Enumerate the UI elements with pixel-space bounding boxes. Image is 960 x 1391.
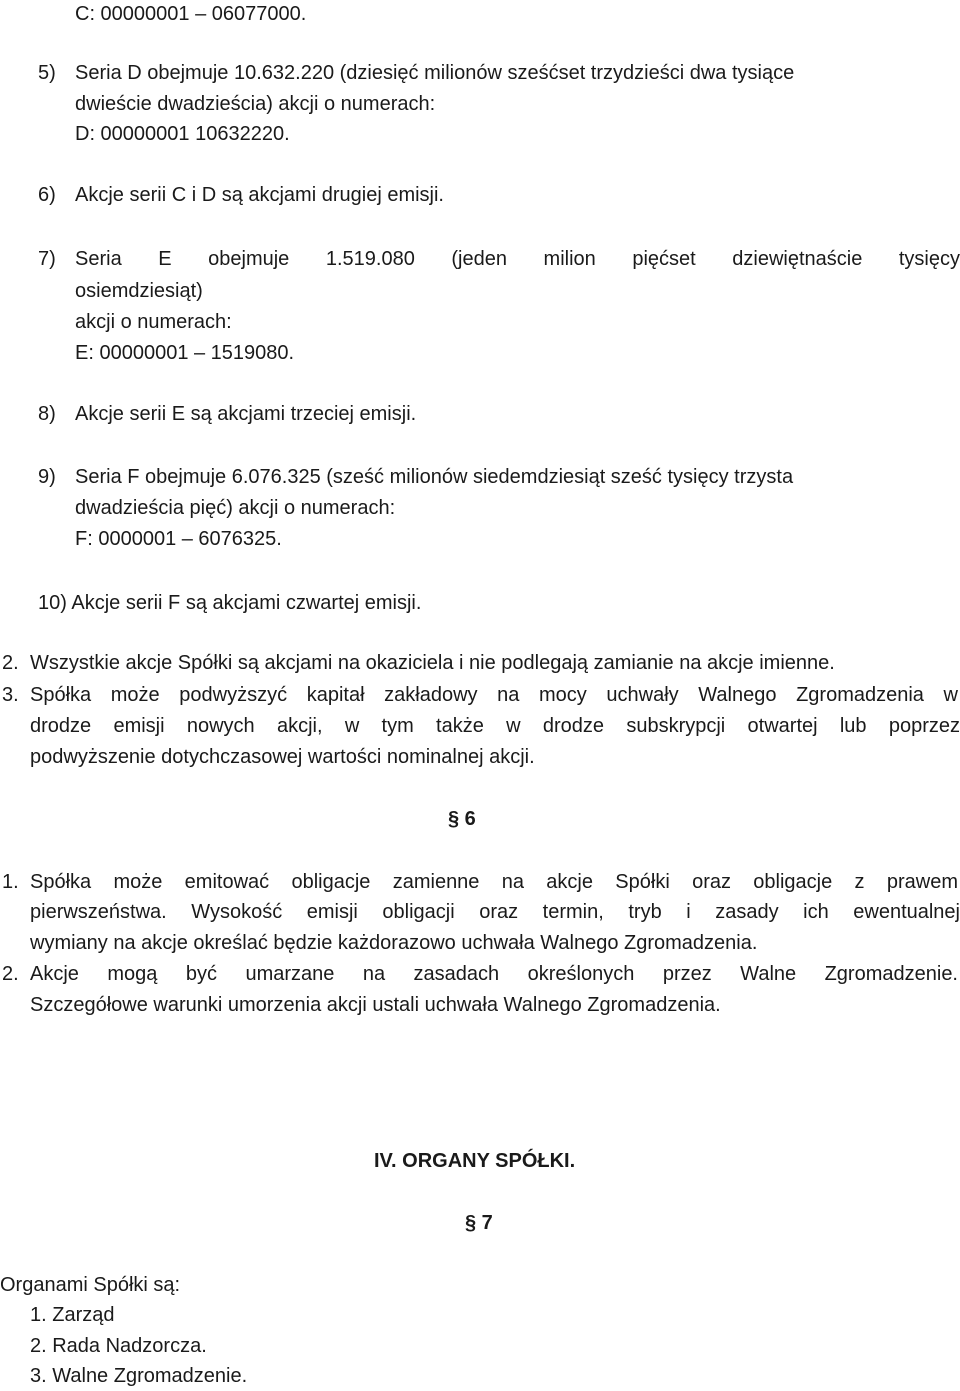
text-line: podwyższenie dotychczasowej wartości nominalnej akcji. bbox=[30, 746, 535, 768]
item-number: 3. bbox=[2, 684, 19, 706]
organ-item-1: 1. Zarząd bbox=[30, 1304, 115, 1326]
item-text: Seria D obejmuje 10.632.220 (dziesięć milionów sześćset trzydzieści dwa tysiące bbox=[75, 62, 795, 84]
list-item-5 bbox=[38, 61, 794, 85]
item-text: Seria F obejmuje 6.076.325 (sześć milionów siedemdziesiąt sześć tysięcy trzysta bbox=[75, 466, 794, 488]
paragraph-2 bbox=[2, 651, 835, 675]
item-text: Seria E obejmuje 1.519.080 (jeden milion pięćset dziewiętnaście tysięcy bbox=[75, 248, 960, 270]
item-text: Akcje serii C i D są akcjami drugiej emisji. bbox=[75, 184, 444, 206]
text-line: D: 00000001 10632220. bbox=[75, 123, 290, 145]
item-number: 7) bbox=[38, 248, 56, 270]
item-number: 6) bbox=[38, 184, 56, 206]
paragraph-3 bbox=[2, 683, 958, 707]
item-text: Akcje mogą być umarzane na zasadach określonych przez Walne Zgromadzenie. bbox=[30, 963, 958, 985]
chapter-heading: IV. ORGANY SPÓŁKI. bbox=[374, 1150, 576, 1172]
text-line: osiemdziesiąt) bbox=[75, 280, 203, 302]
list-item-10: 10) Akcje serii F są akcjami czwartej emisji. bbox=[38, 592, 422, 614]
text-line: wymiany na akcje określać będzie każdorazowo uchwała Walnego Zgromadzenia. bbox=[30, 932, 758, 954]
text-line: C: 00000001 – 06077000. bbox=[75, 3, 307, 25]
text-line: dwadzieścia pięć) akcji o numerach: bbox=[75, 497, 396, 519]
list-item-9 bbox=[38, 465, 793, 489]
list-item-8 bbox=[38, 402, 416, 426]
list-item-6 bbox=[38, 183, 444, 207]
section-heading-6: § 6 bbox=[448, 808, 476, 830]
item-number: 9) bbox=[38, 466, 56, 488]
item-number: 5) bbox=[38, 62, 56, 84]
item-text: Spółka może podwyższyć kapitał zakładowy na mocy uchwały Walnego Zgromadzenia w bbox=[30, 684, 958, 706]
list-item-7 bbox=[38, 247, 960, 271]
item-text: Akcje serii E są akcjami trzeciej emisji. bbox=[75, 403, 417, 425]
item-number: 2. bbox=[2, 652, 19, 674]
text-line: E: 00000001 – 1519080. bbox=[75, 342, 295, 364]
text-line: F: 0000001 – 6076325. bbox=[75, 528, 282, 550]
paragraph-1 bbox=[2, 870, 958, 894]
text-line: pierwszeństwa. Wysokość emisji obligacji oraz termin, tryb i zasady ich ewentualnej bbox=[30, 901, 960, 923]
item-number: 1. bbox=[2, 871, 19, 893]
text-line: dwieście dwadzieścia) akcji o numerach: bbox=[75, 93, 436, 115]
section-heading-7: § 7 bbox=[465, 1212, 493, 1234]
item-text: Spółka może emitować obligacje zamienne na akcje Spółki oraz obligacje z prawem bbox=[30, 871, 958, 893]
text-line: akcji o numerach: bbox=[75, 311, 232, 333]
item-number: 2. bbox=[2, 963, 19, 985]
organ-item-2: 2. Rada Nadzorcza. bbox=[30, 1335, 207, 1357]
paragraph-2b bbox=[2, 962, 958, 986]
organ-item-3: 3. Walne Zgromadzenie. bbox=[30, 1365, 248, 1387]
item-number: 8) bbox=[38, 403, 56, 425]
text-line: drodze emisji nowych akcji, w tym także w drodze subskrypcji otwartej lub poprzez bbox=[30, 715, 960, 737]
item-text: Wszystkie akcje Spółki są akcjami na okaziciela i nie podlegają zamianie na akcje imienne. bbox=[30, 652, 835, 674]
organs-intro: Organami Spółki są: bbox=[0, 1274, 181, 1296]
text-line: Szczegółowe warunki umorzenia akcji ustali uchwała Walnego Zgromadzenia. bbox=[30, 994, 721, 1016]
